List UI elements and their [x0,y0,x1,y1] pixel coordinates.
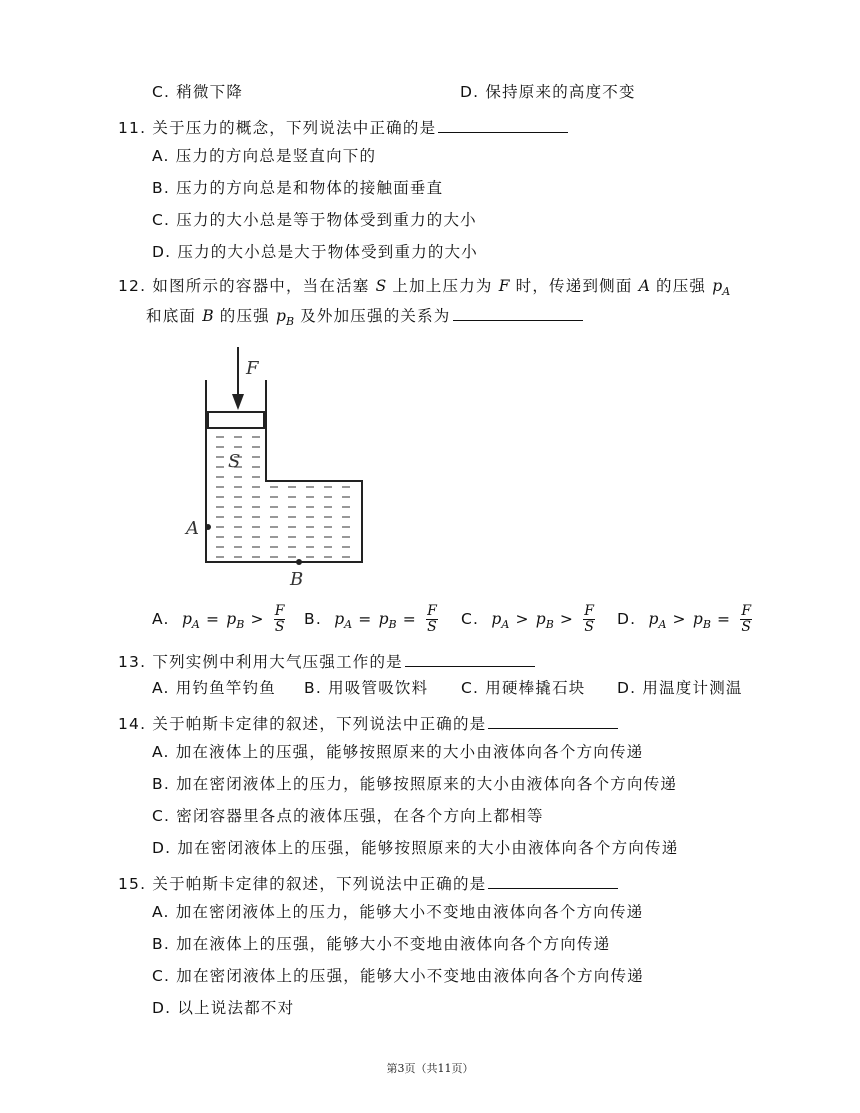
q13-option-a: A. 用钓鱼竿钓鱼 [152,679,276,697]
label-f: F [246,358,259,379]
q12-text: 12. 如图所示的容器中，当在活塞 [118,277,370,295]
symbol-p: p [491,610,502,628]
symbol-pb [276,307,295,329]
operator: > [666,610,693,628]
option-letter: D. [617,610,637,628]
q14-option-c: C. 密闭容器里各点的液体压强，在各个方向上都相等 [152,807,544,825]
operator: > [244,610,271,628]
page-number: 第3页（共11页） [386,1062,474,1075]
q15-option-b: B. 加在液体上的压强，能够大小不变地由液体向各个方向传递 [152,935,611,953]
q15-stem-text: 15. 关于帕斯卡定律的叙述，下列说法中正确的是 [118,875,487,893]
denominator: S [584,619,594,635]
q10-option-c: C. 稍微下降 [152,83,244,101]
q14-option-b: B. 加在密闭液体上的压力，能够按照原来的大小由液体向各个方向传递 [152,775,678,793]
q11-option-a: A. 压力的方向总是竖直向下的 [152,147,377,165]
q14-option-a: A. 加在液体上的压强，能够按照原来的大小由液体向各个方向传递 [152,743,644,761]
q15-option-c: C. 加在密闭液体上的压强，能够大小不变地由液体向各个方向传递 [152,967,644,985]
numerator: F [584,603,594,619]
q12-stem-line2 [146,304,583,332]
subscript: A [501,618,510,632]
q12-text: 的压强 [656,277,707,295]
q12-option-b [304,604,438,635]
q15-option-a: A. 加在密闭液体上的压力，能够大小不变地由液体向各个方向传递 [152,903,644,921]
answer-blank [405,650,535,667]
subscript: B [545,618,554,632]
answer-blank [453,304,583,321]
symbol-p: p [378,610,389,628]
q12-text: 时，传递到侧面 [515,277,633,295]
symbol-p: p [692,610,703,628]
q12-text: 及外加压强的关系为 [300,307,451,325]
q11-option-b: B. 压力的方向总是和物体的接触面垂直 [152,179,444,197]
symbol-b: B [202,307,214,325]
answer-blank [438,116,568,133]
operator: > [553,610,581,628]
piston [208,412,264,428]
operator: = [199,610,227,628]
fraction [740,604,752,635]
q14-stem-text: 14. 关于帕斯卡定律的叙述，下列说法中正确的是 [118,715,487,733]
denominator: S [274,619,285,635]
numerator: F [427,603,437,619]
q11-stem-text: 11. 关于压力的概念，下列说法中正确的是 [118,119,437,137]
answer-blank [488,712,618,729]
q12-stem-line1 [118,276,730,302]
fraction [274,604,286,635]
q11-stem [118,116,568,138]
liquid-fill [208,430,360,560]
q12-option-c [461,604,595,635]
option-letter: C. [461,610,480,628]
q12-text: 的压强 [219,307,270,325]
q15-stem [118,872,618,894]
symbol-p: p [648,610,659,628]
symbol-p: p [226,610,237,628]
subscript-b: B [285,315,295,329]
fraction [426,604,438,635]
fraction [583,604,595,635]
q13-stem [118,650,535,672]
label-b: B [290,569,304,590]
q13-option-d: D. 用温度计测温 [617,679,743,697]
q13-stem-text: 13. 下列实例中利用大气压强工作的是 [118,653,403,671]
q10-option-d: D. 保持原来的高度不变 [460,83,636,101]
subscript: A [344,618,353,632]
subscript-a: A [722,285,731,299]
force-arrow-head [232,394,244,410]
symbol-pa [712,277,731,299]
numerator: F [274,603,285,619]
answer-blank [488,872,618,889]
operator: = [710,610,738,628]
symbol-a: A [638,277,650,295]
q12-option-d [617,604,752,635]
operator: = [352,610,379,628]
label-a: A [186,518,199,539]
symbol-s: S [375,277,387,295]
subscript: A [191,618,200,632]
container-diagram [142,342,392,592]
subscript: B [388,618,397,632]
q12-text: 上加上压力为 [392,277,493,295]
operator: = [396,610,424,628]
q11-option-d: D. 压力的大小总是大于物体受到重力的大小 [152,243,478,261]
q14-option-d: D. 加在密闭液体上的压强，能够按照原来的大小由液体向各个方向传递 [152,839,679,857]
q15-option-d: D. 以上说法都不对 [152,999,295,1017]
q12-text: 和底面 [146,307,197,325]
subscript: B [236,618,245,632]
symbol-p: p [181,610,192,628]
q13-option-c: C. 用硬棒撬石块 [461,679,586,697]
point-a-marker [205,524,211,530]
operator: > [509,610,536,628]
numerator: F [741,603,752,619]
q12-option-a [152,604,285,635]
symbol-p: p [276,307,286,325]
q13-option-b: B. 用吸管吸饮料 [304,679,429,697]
point-b-marker [296,559,302,565]
symbol-p: p [535,610,546,628]
denominator: S [741,619,752,635]
symbol-p: p [712,277,723,295]
option-letter: B. [304,610,322,628]
symbol-f: F [498,277,510,295]
symbol-p: p [334,610,345,628]
denominator: S [427,619,437,635]
option-letter: A. [152,610,170,628]
container-figure [142,342,392,596]
q11-option-c: C. 压力的大小总是等于物体受到重力的大小 [152,211,477,229]
q14-stem [118,712,618,734]
subscript: B [702,618,711,632]
subscript: A [658,618,667,632]
label-s: S [228,451,241,472]
